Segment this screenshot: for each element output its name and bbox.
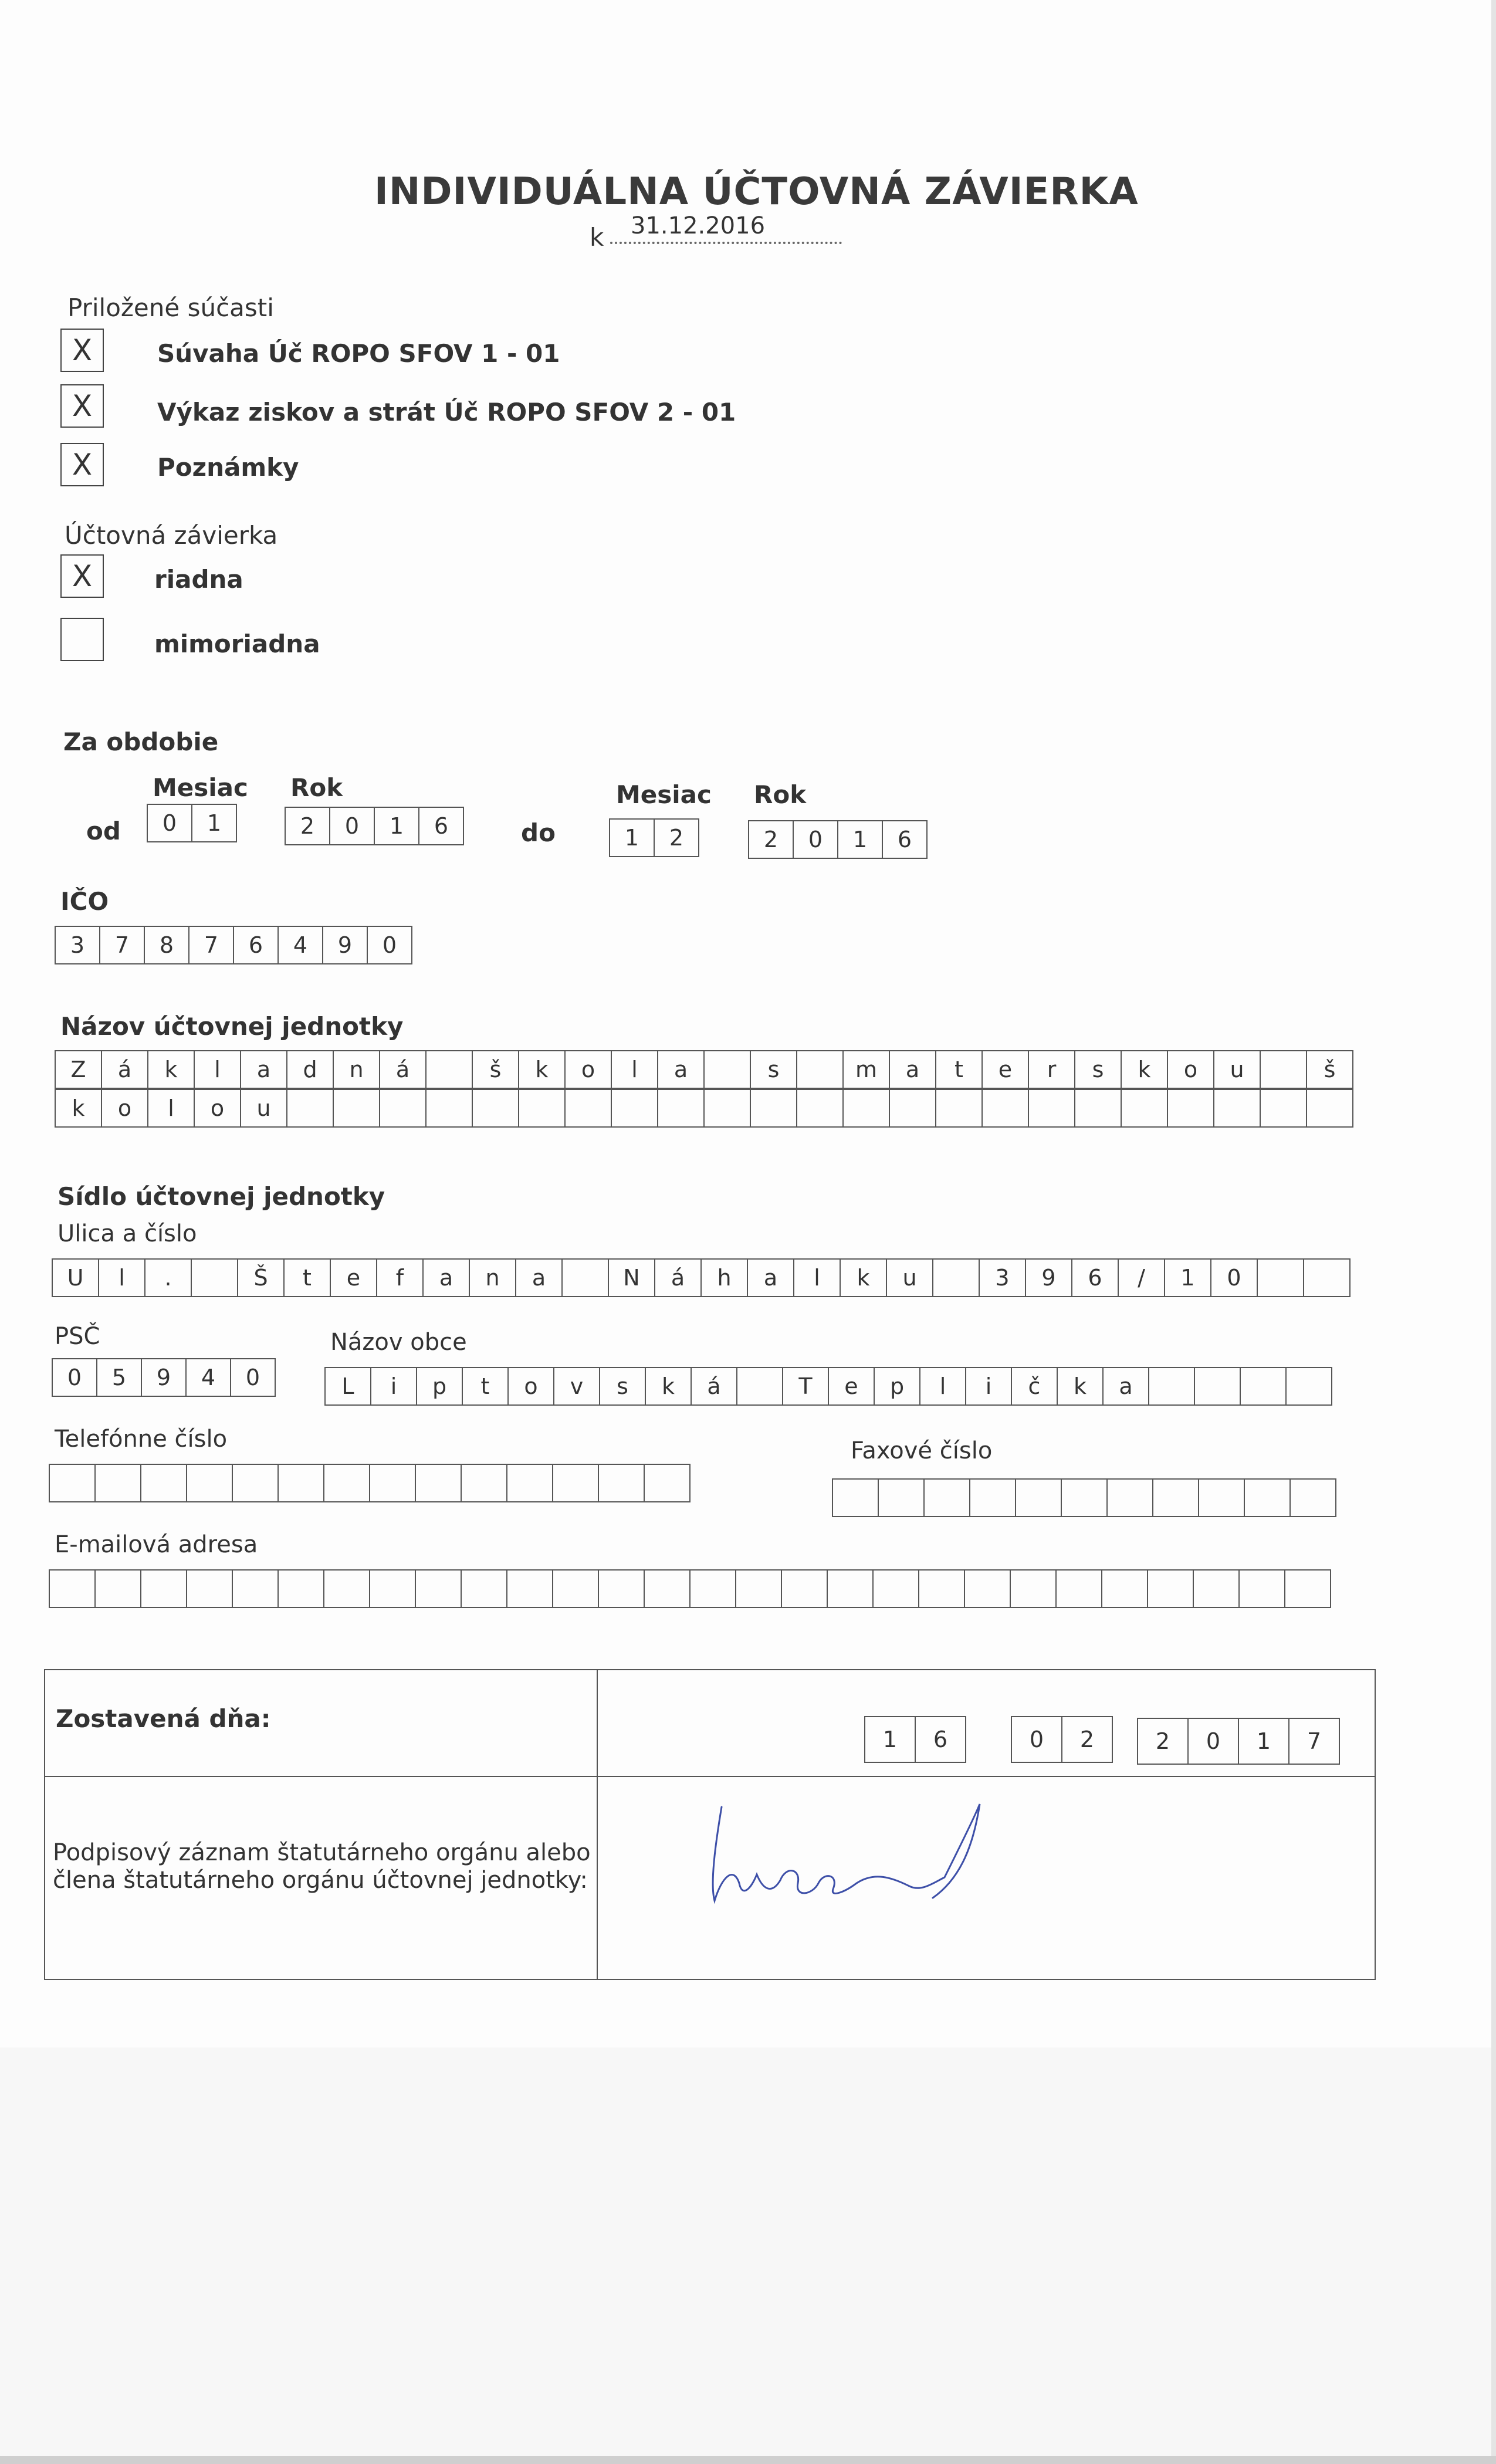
char-cell: 0 bbox=[1210, 1258, 1258, 1297]
char-cell bbox=[140, 1569, 187, 1608]
char-cell bbox=[232, 1464, 279, 1502]
closing-label-extraordinary: mimoriadna bbox=[154, 629, 320, 658]
char-cell: á bbox=[691, 1367, 737, 1406]
char-cell: t bbox=[462, 1367, 509, 1406]
to-label: do bbox=[521, 818, 556, 847]
char-cell bbox=[1244, 1478, 1291, 1517]
digit-cell: 1 bbox=[837, 820, 883, 859]
char-cell bbox=[750, 1089, 797, 1128]
char-cell bbox=[277, 1569, 324, 1608]
char-cell: u bbox=[1213, 1050, 1261, 1089]
attachment-checkbox-balance[interactable]: X bbox=[60, 329, 104, 372]
char-cell bbox=[981, 1089, 1029, 1128]
char-cell bbox=[1121, 1089, 1168, 1128]
char-cell bbox=[842, 1089, 890, 1128]
digit-cell: 0 bbox=[147, 804, 192, 842]
char-cell bbox=[611, 1089, 658, 1128]
char-cell: p bbox=[874, 1367, 920, 1406]
char-cell: / bbox=[1118, 1258, 1165, 1297]
char-cell bbox=[1240, 1367, 1287, 1406]
char-cell bbox=[644, 1464, 691, 1502]
char-cell: k bbox=[645, 1367, 692, 1406]
char-cell: 3 bbox=[55, 926, 100, 964]
char-cell: t bbox=[935, 1050, 983, 1089]
digit-cell: 2 bbox=[1137, 1718, 1189, 1765]
to-month-field[interactable] bbox=[609, 818, 699, 857]
char-cell bbox=[1106, 1478, 1153, 1517]
char-cell: k bbox=[1121, 1050, 1168, 1089]
char-cell: á bbox=[101, 1050, 148, 1089]
char-cell: . bbox=[144, 1258, 192, 1297]
char-cell bbox=[1010, 1569, 1057, 1608]
char-cell bbox=[1260, 1050, 1307, 1089]
char-cell bbox=[1193, 1569, 1240, 1608]
digit-cell: 1 bbox=[1238, 1718, 1289, 1765]
char-cell bbox=[425, 1089, 473, 1128]
char-cell bbox=[964, 1569, 1011, 1608]
char-cell bbox=[323, 1464, 370, 1502]
char-cell bbox=[518, 1089, 566, 1128]
date-prefix: k bbox=[590, 223, 604, 252]
char-cell bbox=[1147, 1569, 1194, 1608]
char-cell bbox=[425, 1050, 473, 1089]
char-cell: e bbox=[981, 1050, 1029, 1089]
char-cell bbox=[49, 1464, 96, 1502]
char-cell: a bbox=[657, 1050, 705, 1089]
char-cell: Z bbox=[55, 1050, 102, 1089]
char-cell bbox=[1028, 1089, 1075, 1128]
digit-cell: 6 bbox=[418, 807, 464, 845]
entity-name-label: Názov účtovnej jednotky bbox=[60, 1012, 404, 1041]
char-cell bbox=[506, 1464, 553, 1502]
char-cell: s bbox=[599, 1367, 646, 1406]
char-cell bbox=[1198, 1478, 1245, 1517]
char-cell bbox=[703, 1089, 751, 1128]
char-cell bbox=[49, 1569, 96, 1608]
scan-edge-bottom bbox=[0, 2456, 1496, 2464]
char-cell bbox=[561, 1258, 609, 1297]
char-cell: u bbox=[886, 1258, 933, 1297]
char-cell: k bbox=[55, 1089, 102, 1128]
date-value: 31.12.2016 bbox=[631, 212, 766, 239]
char-cell bbox=[872, 1569, 919, 1608]
char-cell: l bbox=[147, 1089, 195, 1128]
char-cell bbox=[277, 1464, 324, 1502]
char-cell: k bbox=[147, 1050, 195, 1089]
signature-label-line-1: Podpisový záznam štatutárneho orgánu alebo bbox=[53, 1839, 591, 1866]
digit-cell: 6 bbox=[915, 1716, 966, 1763]
char-cell: o bbox=[194, 1089, 241, 1128]
char-cell bbox=[333, 1089, 380, 1128]
street-label: Ulica a číslo bbox=[57, 1220, 197, 1247]
char-cell: a bbox=[889, 1050, 936, 1089]
char-cell bbox=[415, 1569, 462, 1608]
char-cell: e bbox=[828, 1367, 875, 1406]
char-cell bbox=[1289, 1478, 1336, 1517]
char-cell: 0 bbox=[230, 1358, 276, 1397]
char-cell: 5 bbox=[96, 1358, 142, 1397]
char-cell: k bbox=[840, 1258, 887, 1297]
char-cell bbox=[644, 1569, 691, 1608]
char-cell bbox=[1257, 1258, 1304, 1297]
digit-cell: 0 bbox=[1187, 1718, 1239, 1765]
town-field[interactable] bbox=[324, 1367, 1332, 1406]
attachment-checkbox-notes[interactable]: X bbox=[60, 443, 104, 486]
char-cell bbox=[472, 1089, 519, 1128]
to-year-field[interactable] bbox=[748, 820, 928, 859]
char-cell bbox=[564, 1089, 612, 1128]
char-cell: 9 bbox=[141, 1358, 187, 1397]
char-cell bbox=[232, 1569, 279, 1608]
char-cell bbox=[94, 1569, 141, 1608]
char-cell: i bbox=[965, 1367, 1012, 1406]
char-cell bbox=[1284, 1569, 1331, 1608]
digit-cell: 2 bbox=[285, 807, 330, 845]
char-cell: i bbox=[370, 1367, 417, 1406]
char-cell bbox=[1055, 1569, 1102, 1608]
char-cell bbox=[379, 1089, 427, 1128]
town-label: Názov obce bbox=[330, 1329, 467, 1356]
compiled-year-field[interactable] bbox=[1137, 1718, 1340, 1765]
char-cell: T bbox=[782, 1367, 829, 1406]
char-cell: d bbox=[286, 1050, 334, 1089]
char-cell bbox=[1194, 1367, 1241, 1406]
char-cell bbox=[1213, 1089, 1261, 1128]
char-cell bbox=[827, 1569, 874, 1608]
char-cell: U bbox=[52, 1258, 99, 1297]
scan-edge-right bbox=[1491, 0, 1496, 2464]
attachment-checkbox-profit-loss[interactable]: X bbox=[60, 384, 104, 428]
to-year-label: Rok bbox=[754, 780, 807, 809]
phone-label: Telefónne číslo bbox=[55, 1426, 228, 1453]
char-cell: 1 bbox=[1164, 1258, 1211, 1297]
char-cell bbox=[415, 1464, 462, 1502]
digit-cell: 1 bbox=[864, 1716, 916, 1763]
char-cell: s bbox=[750, 1050, 797, 1089]
char-cell bbox=[598, 1569, 645, 1608]
char-cell: v bbox=[553, 1367, 600, 1406]
char-cell bbox=[832, 1478, 879, 1517]
char-cell bbox=[918, 1569, 965, 1608]
char-cell bbox=[1101, 1569, 1148, 1608]
compiled-day-field[interactable] bbox=[864, 1716, 966, 1763]
char-cell bbox=[552, 1464, 599, 1502]
char-cell bbox=[186, 1569, 233, 1608]
char-cell: N bbox=[608, 1258, 655, 1297]
char-cell: o bbox=[507, 1367, 554, 1406]
page-title: INDIVIDUÁLNA ÚČTOVNÁ ZÁVIERKA bbox=[374, 170, 1139, 214]
char-cell bbox=[369, 1464, 416, 1502]
from-year-label: Rok bbox=[290, 773, 343, 802]
char-cell: s bbox=[1074, 1050, 1122, 1089]
char-cell: š bbox=[472, 1050, 519, 1089]
char-cell: l bbox=[919, 1367, 966, 1406]
from-month-label: Mesiac bbox=[153, 773, 248, 802]
char-cell: a bbox=[240, 1050, 287, 1089]
closing-checkbox-regular[interactable]: X bbox=[60, 554, 104, 598]
date-underline bbox=[610, 242, 842, 244]
attachment-label-profit-loss: Výkaz ziskov a strát Úč ROPO SFOV 2 - 01 bbox=[157, 398, 736, 427]
char-cell bbox=[796, 1089, 844, 1128]
char-cell bbox=[935, 1089, 983, 1128]
char-cell: 7 bbox=[99, 926, 145, 964]
digit-cell: 1 bbox=[374, 807, 419, 845]
fax-field[interactable] bbox=[832, 1478, 1336, 1517]
char-cell bbox=[703, 1050, 751, 1089]
char-cell: 0 bbox=[52, 1358, 97, 1397]
char-cell: p bbox=[416, 1367, 463, 1406]
char-cell: l bbox=[98, 1258, 145, 1297]
psc-label: PSČ bbox=[55, 1323, 100, 1350]
char-cell: o bbox=[101, 1089, 148, 1128]
char-cell: 6 bbox=[1071, 1258, 1119, 1297]
attachment-label-notes: Poznámky bbox=[157, 453, 299, 482]
digit-cell: 2 bbox=[1061, 1716, 1113, 1763]
char-cell bbox=[1306, 1089, 1353, 1128]
char-cell bbox=[323, 1569, 370, 1608]
char-cell bbox=[94, 1464, 141, 1502]
char-cell bbox=[598, 1464, 645, 1502]
char-cell bbox=[781, 1569, 828, 1608]
char-cell bbox=[186, 1464, 233, 1502]
char-cell: 3 bbox=[979, 1258, 1026, 1297]
char-cell: 7 bbox=[188, 926, 234, 964]
char-cell bbox=[1148, 1367, 1195, 1406]
from-month-field[interactable] bbox=[147, 804, 237, 842]
char-cell bbox=[735, 1569, 782, 1608]
street-field[interactable] bbox=[52, 1258, 1351, 1297]
scan-margin bbox=[0, 2047, 1496, 2464]
attachments-heading: Priložené súčasti bbox=[67, 293, 274, 322]
char-cell bbox=[878, 1478, 925, 1517]
closing-type-heading: Účtovná závierka bbox=[65, 521, 278, 550]
char-cell bbox=[1167, 1089, 1214, 1128]
char-cell: n bbox=[469, 1258, 516, 1297]
char-cell: r bbox=[1028, 1050, 1075, 1089]
char-cell: h bbox=[700, 1258, 748, 1297]
char-cell: t bbox=[283, 1258, 331, 1297]
char-cell bbox=[932, 1258, 980, 1297]
ico-field[interactable] bbox=[55, 926, 412, 964]
handwritten-signature bbox=[698, 1795, 1003, 1913]
char-cell: k bbox=[518, 1050, 566, 1089]
char-cell: 9 bbox=[1025, 1258, 1072, 1297]
char-cell bbox=[923, 1478, 970, 1517]
digit-cell: 7 bbox=[1288, 1718, 1340, 1765]
digit-cell: 2 bbox=[748, 820, 794, 859]
char-cell bbox=[552, 1569, 599, 1608]
email-field[interactable] bbox=[49, 1569, 1331, 1608]
char-cell bbox=[506, 1569, 553, 1608]
digit-cell: 1 bbox=[609, 818, 655, 857]
char-cell: á bbox=[379, 1050, 427, 1089]
char-cell: 8 bbox=[144, 926, 189, 964]
char-cell: č bbox=[1011, 1367, 1058, 1406]
char-cell: a bbox=[515, 1258, 563, 1297]
char-cell bbox=[689, 1569, 736, 1608]
char-cell bbox=[1074, 1089, 1122, 1128]
char-cell bbox=[140, 1464, 187, 1502]
phone-field[interactable] bbox=[49, 1464, 691, 1502]
char-cell bbox=[286, 1089, 334, 1128]
char-cell: f bbox=[376, 1258, 424, 1297]
entity-name-row-2[interactable] bbox=[55, 1089, 1353, 1128]
char-cell: e bbox=[330, 1258, 377, 1297]
entity-name-row-1[interactable] bbox=[55, 1050, 1353, 1089]
char-cell: k bbox=[1057, 1367, 1104, 1406]
char-cell: 4 bbox=[277, 926, 323, 964]
char-cell: L bbox=[324, 1367, 371, 1406]
from-label: od bbox=[86, 817, 121, 845]
ico-label: IČO bbox=[60, 887, 109, 916]
attachment-label-balance: Súvaha Úč ROPO SFOV 1 - 01 bbox=[157, 339, 560, 368]
fax-label: Faxové číslo bbox=[851, 1437, 993, 1464]
to-month-label: Mesiac bbox=[616, 780, 712, 809]
char-cell bbox=[461, 1569, 507, 1608]
char-cell: a bbox=[1102, 1367, 1149, 1406]
char-cell bbox=[657, 1089, 705, 1128]
digit-cell: 0 bbox=[329, 807, 375, 845]
char-cell bbox=[461, 1464, 507, 1502]
email-label: E-mailová adresa bbox=[55, 1531, 258, 1558]
char-cell: n bbox=[333, 1050, 380, 1089]
char-cell: 6 bbox=[233, 926, 279, 964]
closing-label-regular: riadna bbox=[154, 565, 243, 594]
char-cell: 0 bbox=[367, 926, 412, 964]
table-divider-vertical bbox=[597, 1670, 598, 1979]
compiled-month-field[interactable] bbox=[1011, 1716, 1113, 1763]
char-cell: o bbox=[564, 1050, 612, 1089]
char-cell: Š bbox=[237, 1258, 285, 1297]
char-cell bbox=[1238, 1569, 1285, 1608]
char-cell bbox=[1152, 1478, 1199, 1517]
digit-cell: 6 bbox=[882, 820, 928, 859]
char-cell: a bbox=[422, 1258, 470, 1297]
table-divider-horizontal bbox=[45, 1776, 1375, 1777]
period-heading: Za obdobie bbox=[63, 727, 219, 756]
digit-cell: 1 bbox=[191, 804, 237, 842]
char-cell: l bbox=[793, 1258, 841, 1297]
char-cell bbox=[1303, 1258, 1351, 1297]
psc-field[interactable] bbox=[52, 1358, 276, 1397]
char-cell bbox=[1061, 1478, 1108, 1517]
from-year-field[interactable] bbox=[285, 807, 464, 845]
char-cell bbox=[1260, 1089, 1307, 1128]
digit-cell: 0 bbox=[793, 820, 838, 859]
char-cell bbox=[369, 1569, 416, 1608]
char-cell: l bbox=[611, 1050, 658, 1089]
char-cell: m bbox=[842, 1050, 890, 1089]
compiled-label: Zostavená dňa: bbox=[56, 1704, 271, 1733]
char-cell bbox=[736, 1367, 783, 1406]
char-cell bbox=[1015, 1478, 1062, 1517]
char-cell: 4 bbox=[185, 1358, 231, 1397]
char-cell bbox=[889, 1089, 936, 1128]
char-cell: 9 bbox=[322, 926, 368, 964]
char-cell: u bbox=[240, 1089, 287, 1128]
signature-label-line-2: člena štatutárneho orgánu účtovnej jednotky: bbox=[53, 1867, 588, 1894]
digit-cell: 2 bbox=[654, 818, 699, 857]
char-cell bbox=[969, 1478, 1016, 1517]
char-cell: á bbox=[654, 1258, 702, 1297]
char-cell: o bbox=[1167, 1050, 1214, 1089]
seat-heading: Sídlo účtovnej jednotky bbox=[57, 1182, 385, 1211]
closing-checkbox-extraordinary[interactable] bbox=[60, 618, 104, 661]
char-cell: š bbox=[1306, 1050, 1353, 1089]
char-cell bbox=[191, 1258, 238, 1297]
digit-cell: 0 bbox=[1011, 1716, 1062, 1763]
char-cell bbox=[1285, 1367, 1332, 1406]
char-cell: a bbox=[747, 1258, 794, 1297]
char-cell: l bbox=[194, 1050, 241, 1089]
char-cell bbox=[796, 1050, 844, 1089]
